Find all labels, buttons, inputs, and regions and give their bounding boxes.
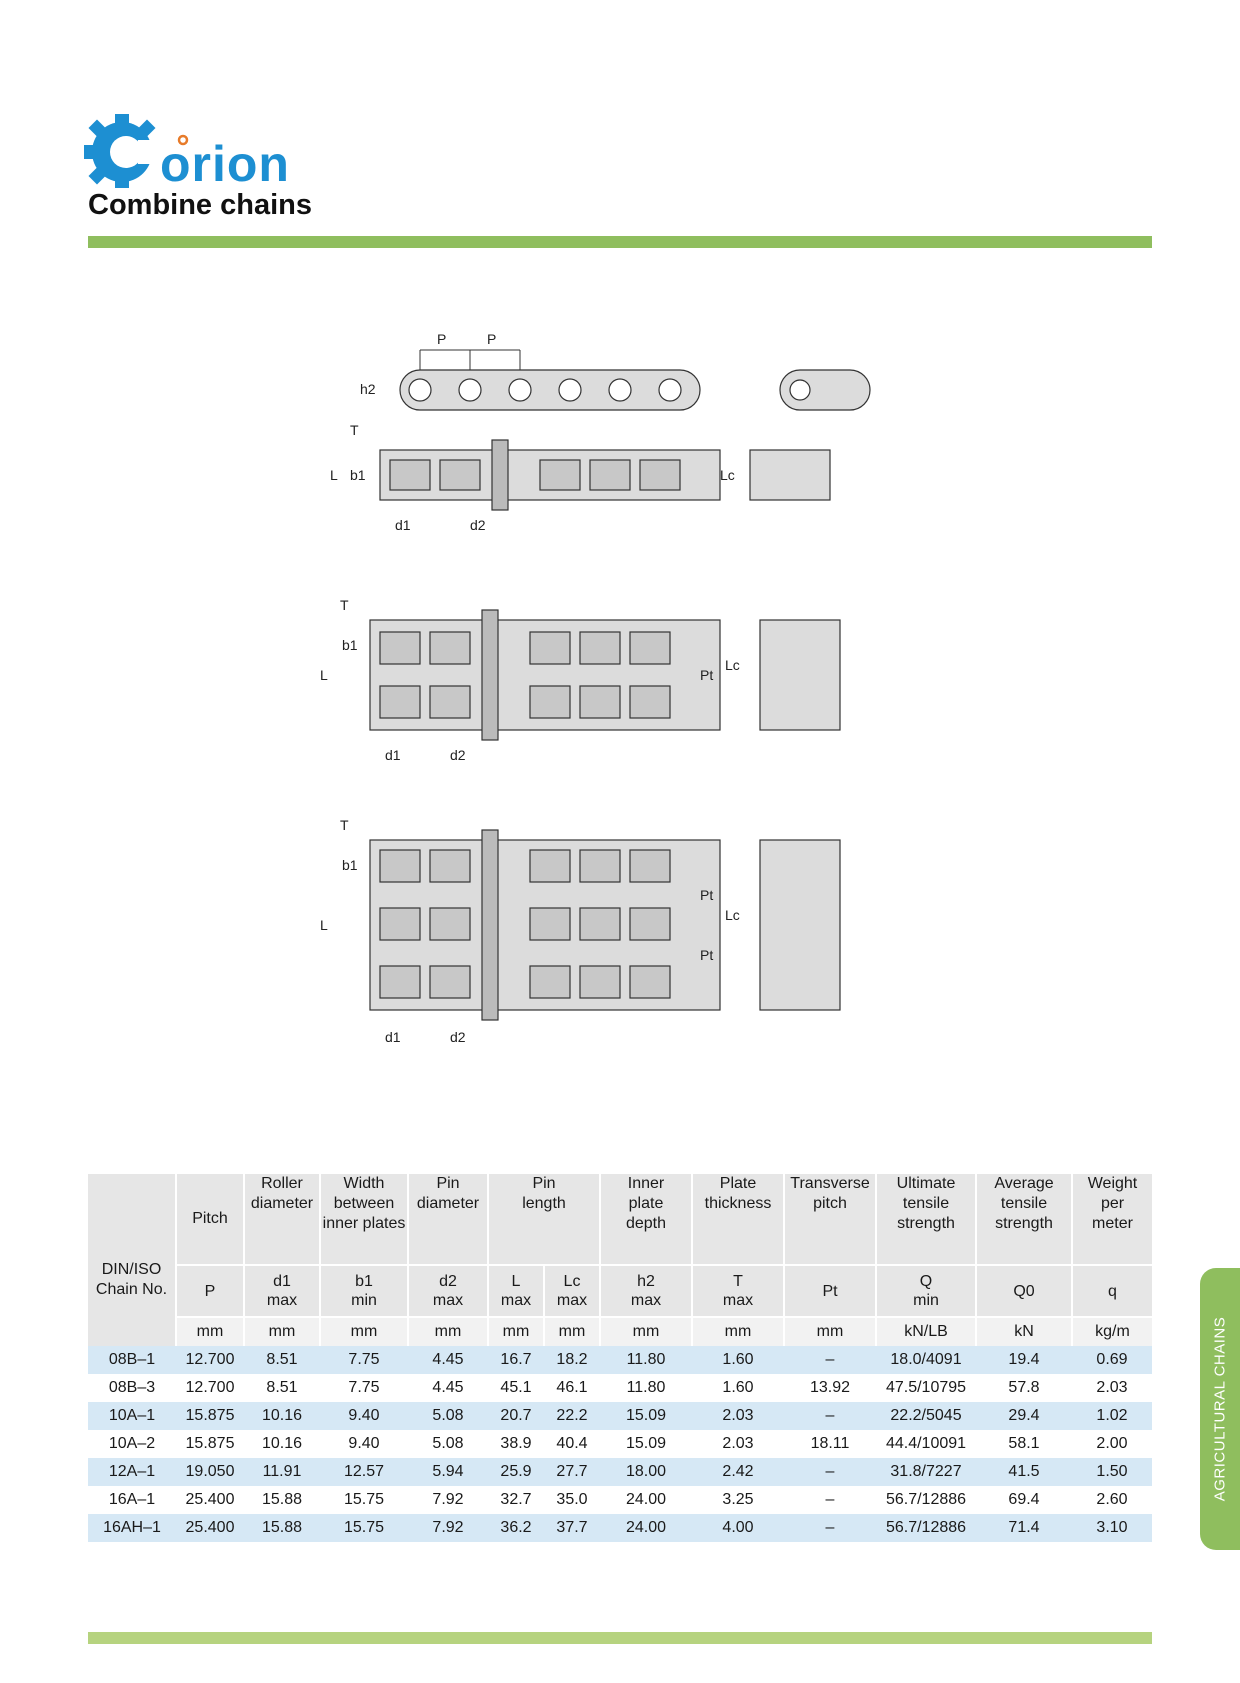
label-L-2: L [320, 667, 328, 683]
chain-no-cell: 16AH–1 [88, 1514, 176, 1542]
table-cell: 10.16 [244, 1402, 320, 1430]
table-row [88, 1514, 1152, 1542]
table-cell: 15.75 [320, 1514, 408, 1542]
table-cell: 15.88 [244, 1486, 320, 1514]
table-cell: 15.875 [176, 1402, 244, 1430]
table-cell: 1.60 [692, 1374, 784, 1402]
chain-no-header: DIN/ISO Chain No. [88, 1174, 176, 1346]
col-unit: mm [784, 1317, 876, 1346]
col-symbol: T max [692, 1265, 784, 1317]
table-cell: 37.7 [544, 1514, 600, 1542]
table-row [88, 1402, 1152, 1430]
table-body [88, 1346, 1152, 1542]
table-cell: 25.9 [488, 1458, 544, 1486]
col-unit: kN [976, 1317, 1072, 1346]
footer-divider [88, 1632, 1152, 1644]
table-cell: – [784, 1402, 876, 1430]
col-name: Weight per meter [1087, 1175, 1138, 1232]
simplex-side-view [400, 370, 870, 410]
table-cell: – [784, 1346, 876, 1374]
table-cell: 18.00 [600, 1458, 692, 1486]
label-L-1: L [330, 467, 338, 483]
table-cell: 41.5 [976, 1458, 1072, 1486]
label-d1-3: d1 [385, 1029, 401, 1045]
col-symbol: d2 max [408, 1265, 488, 1317]
col-name: Inner plate depth [600, 1174, 692, 1265]
table-row [88, 1430, 1152, 1458]
table-cell: 1.02 [1072, 1402, 1152, 1430]
table-cell: 25.400 [176, 1514, 244, 1542]
col-unit: mm [320, 1317, 408, 1346]
col-name: Pin diameter [408, 1174, 488, 1265]
chain-no-cell: 12A–1 [88, 1458, 176, 1486]
table-cell: 12.57 [320, 1458, 408, 1486]
chain-no-cell: 10A–1 [88, 1402, 176, 1430]
col-symbol: d1 max [244, 1265, 320, 1317]
table-cell: 35.0 [544, 1486, 600, 1514]
table-cell: 15.88 [244, 1514, 320, 1542]
table-cell: 15.09 [600, 1430, 692, 1458]
col-symbol: Q min [876, 1265, 976, 1317]
label-Pt-3: Pt [700, 947, 714, 963]
table-cell: 10.16 [244, 1430, 320, 1458]
table-cell: 56.7/12886 [876, 1486, 976, 1514]
table-cell: 27.7 [544, 1458, 600, 1486]
table-cell: 19.050 [176, 1458, 244, 1486]
table-cell: 15.09 [600, 1402, 692, 1430]
table-cell: 58.1 [976, 1430, 1072, 1458]
col-unit: mm [600, 1317, 692, 1346]
simplex-top-view [380, 440, 830, 510]
table-cell: 1.50 [1072, 1458, 1152, 1486]
table-cell: 13.92 [784, 1374, 876, 1402]
table-cell: 44.4/10091 [876, 1430, 976, 1458]
table-cell: 3.10 [1072, 1514, 1152, 1542]
label-b1-1: b1 [350, 467, 366, 483]
col-name: Pin length [488, 1174, 600, 1265]
col-unit: mm [408, 1317, 488, 1346]
chain-technical-drawing [320, 320, 920, 1120]
label-Lc-2: Lc [725, 657, 740, 673]
table-cell: 0.69 [1072, 1346, 1152, 1374]
col-unit: mm [544, 1317, 600, 1346]
page-title: Combine chains [88, 189, 312, 221]
table-cell: 25.400 [176, 1486, 244, 1514]
table-cell: 18.11 [784, 1430, 876, 1458]
table-cell: 11.80 [600, 1374, 692, 1402]
table-cell: 7.75 [320, 1374, 408, 1402]
table-cell: 7.92 [408, 1514, 488, 1542]
table-cell: 12.700 [176, 1346, 244, 1374]
col-unit: kg/m [1072, 1317, 1152, 1346]
table-cell: 36.2 [488, 1514, 544, 1542]
label-Lc-3: Lc [725, 907, 740, 923]
table-cell: 57.8 [976, 1374, 1072, 1402]
duplex-top-view [370, 610, 840, 740]
label-Pt-1: Pt [700, 667, 714, 683]
header-divider [88, 236, 1152, 248]
col-symbol: P [176, 1265, 244, 1317]
header-row-units [88, 1317, 1152, 1346]
col-name: Roller diameter [244, 1174, 320, 1265]
table-cell: 8.51 [244, 1346, 320, 1374]
col-name: Plate thickness [692, 1174, 784, 1265]
table-cell: 69.4 [976, 1486, 1072, 1514]
table-row [88, 1346, 1152, 1374]
label-d2-3: d2 [450, 1029, 466, 1045]
col-unit: kN/LB [876, 1317, 976, 1346]
table-cell: 15.75 [320, 1486, 408, 1514]
table-cell: 47.5/10795 [876, 1374, 976, 1402]
table-cell: 45.1 [488, 1374, 544, 1402]
label-d2-1: d2 [470, 517, 486, 533]
table-row [88, 1458, 1152, 1486]
table-cell: 22.2 [544, 1402, 600, 1430]
table-cell: 15.875 [176, 1430, 244, 1458]
table-cell: 29.4 [976, 1402, 1072, 1430]
label-P-1: P [437, 331, 447, 347]
col-symbol: q [1072, 1265, 1152, 1317]
col-symbol: Lc max [544, 1265, 600, 1317]
label-h2: h2 [360, 381, 376, 397]
label-d1-1: d1 [395, 517, 411, 533]
table-row [88, 1374, 1152, 1402]
label-T-1: T [350, 422, 359, 438]
table-cell: 4.45 [408, 1374, 488, 1402]
label-T-2: T [340, 597, 349, 613]
table-cell: – [784, 1514, 876, 1542]
table-cell: 3.25 [692, 1486, 784, 1514]
col-symbol: h2 max [600, 1265, 692, 1317]
col-unit: mm [176, 1317, 244, 1346]
table-cell: 5.94 [408, 1458, 488, 1486]
table-cell: 8.51 [244, 1374, 320, 1402]
table-row [88, 1486, 1152, 1514]
header-row-symbols [88, 1265, 1152, 1317]
table-cell: 12.700 [176, 1374, 244, 1402]
table-cell: 2.03 [692, 1430, 784, 1458]
col-name: Transverse pitch [784, 1174, 876, 1265]
table-cell: 11.80 [600, 1346, 692, 1374]
table-cell: 40.4 [544, 1430, 600, 1458]
table-cell: 2.03 [1072, 1374, 1152, 1402]
triplex-top-view [370, 830, 840, 1020]
table-cell: 24.00 [600, 1486, 692, 1514]
label-Lc-1: Lc [720, 467, 735, 483]
label-b1-2: b1 [342, 637, 358, 653]
table-cell: 56.7/12886 [876, 1514, 976, 1542]
table-cell: – [784, 1458, 876, 1486]
table-cell: 19.4 [976, 1346, 1072, 1374]
col-symbol: Q0 [976, 1265, 1072, 1317]
label-d2-2: d2 [450, 747, 466, 763]
col-unit: mm [244, 1317, 320, 1346]
table-cell: – [784, 1486, 876, 1514]
col-symbol: b1 min [320, 1265, 408, 1317]
table-cell: 20.7 [488, 1402, 544, 1430]
table-cell: 2.42 [692, 1458, 784, 1486]
table-cell: 4.45 [408, 1346, 488, 1374]
table-cell: 1.60 [692, 1346, 784, 1374]
table-cell: 18.0/4091 [876, 1346, 976, 1374]
table-cell: 9.40 [320, 1402, 408, 1430]
table-cell: 46.1 [544, 1374, 600, 1402]
table-cell: 5.08 [408, 1402, 488, 1430]
table-cell: 16.7 [488, 1346, 544, 1374]
table-cell: 9.40 [320, 1430, 408, 1458]
table-cell: 7.75 [320, 1346, 408, 1374]
table-cell: 11.91 [244, 1458, 320, 1486]
table-cell: 5.08 [408, 1430, 488, 1458]
table-cell: 24.00 [600, 1514, 692, 1542]
col-name: Pitch [176, 1174, 244, 1265]
label-T-3: T [340, 817, 349, 833]
logo-wordmark: orion [160, 136, 290, 192]
table-cell: 31.8/7227 [876, 1458, 976, 1486]
col-symbol: Pt [784, 1265, 876, 1317]
table-cell: 32.7 [488, 1486, 544, 1514]
label-L-3: L [320, 917, 328, 933]
table-cell: 2.00 [1072, 1430, 1152, 1458]
chain-spec-table [88, 1174, 1152, 1542]
table-cell: 38.9 [488, 1430, 544, 1458]
chain-no-cell: 16A–1 [88, 1486, 176, 1514]
table-cell: 22.2/5045 [876, 1402, 976, 1430]
col-unit: mm [692, 1317, 784, 1346]
table-cell: 2.60 [1072, 1486, 1152, 1514]
section-tab [1200, 1268, 1240, 1550]
col-name: Average tensile strength [976, 1174, 1072, 1265]
label-b1-3: b1 [342, 857, 358, 873]
section-tab-label: AGRICULTURAL CHAINS [1211, 1316, 1229, 1502]
table-cell: 4.00 [692, 1514, 784, 1542]
table-cell: 18.2 [544, 1346, 600, 1374]
chain-no-cell: 08B–1 [88, 1346, 176, 1374]
col-name: Ultimate tensile strength [876, 1174, 976, 1265]
label-Pt-2: Pt [700, 887, 714, 903]
table-cell: 71.4 [976, 1514, 1072, 1542]
table-cell: 7.92 [408, 1486, 488, 1514]
label-d1-2: d1 [385, 747, 401, 763]
col-symbol: L max [488, 1265, 544, 1317]
col-name: Width between inner plates [320, 1174, 408, 1265]
chain-no-cell: 10A–2 [88, 1430, 176, 1458]
table-cell: 2.03 [692, 1402, 784, 1430]
label-P-2: P [487, 331, 497, 347]
header-row-names [88, 1174, 1152, 1265]
chain-no-cell: 08B–3 [88, 1374, 176, 1402]
col-unit: mm [488, 1317, 544, 1346]
